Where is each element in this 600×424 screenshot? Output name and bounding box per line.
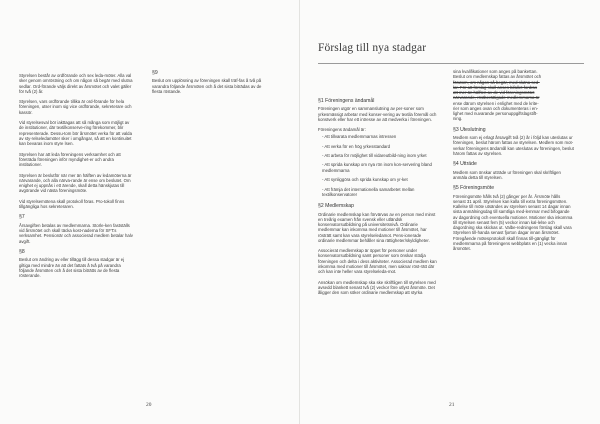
section-5-text: Föreningsmöte hålls två (2) gånger per år. Årsmöte hålls senast 31 april. Styrelsen kan kalla till extra föreningsmöten. Kallelse till möte utsändes av styrelsen senast 14 dagar innan sista anmälningsdag till samtliga med-lemmar med bifogande av dagordning och eventuella motioner. Motioner ska inkomma till styrelsen senast fem (5) veckor innan kal-lelse och dagordning ska skickas ut. Valbe-redningens förslag skall vara Styrelsen till-handa senast fjorton dagar innan årsmötet. Föregående mötesprotokoll skall finnas till-gängligt för medlemmarna på föreningens webbplats en (1) vecka innan årsmötet. <box>453 193 573 252</box>
list-item: - Att synliggöra och sprida kunskap om yr-ket <box>322 177 408 183</box>
paragraph: Styrelsen, vars ordförande tillika är ord-förande för hela föreningen, utser inom sig vice ordförande, sekreterare och kassör. <box>19 99 132 115</box>
paragraph: Styrelsen består av ordförande och sex leda-möter. Alla val sker genom omröstning och om någon så begär med slutna sedlar. Ord-förande väljs direkt av årsmötet och valet gäller för två (2) år. <box>19 73 133 94</box>
struck-line: närvarande, röstberättigade medlemmarna är <box>453 95 540 101</box>
list-item: - Att främja det internationella samarbetet mellan textilkonservatorer <box>322 186 415 197</box>
section-9-text: Beslut om upplösning av föreningen skall träf-fas å två på varandra följande årsmöten och å det sista biträdas av de flesta röstande. <box>152 78 262 94</box>
section-heading-4: §4 Utträde <box>453 161 477 168</box>
paragraph: Vid styrelsesval bör iakttagas att så många som möjligt av de institutioner, där textilkonserve-ring förekommer, blir representerade. Dessu-tom bör årsmötet verka för att valda av sty-relseledamöter sker i omgångar, så att en kontinuitet kan bevaras inom styre lsen. <box>19 120 132 147</box>
section-4-text: Medlem som önskar utträde ur föreningen skal skriftligen anmäla detta till styrelsen. <box>453 169 561 180</box>
list-item: - Att tillvarata medlemmarnas intressen <box>322 134 397 140</box>
book-spine <box>299 0 300 424</box>
text-line: ense därom styrelsen i enlighet med de krite- <box>453 100 539 106</box>
paragraph: Styrelsen är beslutför när mer än hälften av ledamöterna är närvarande, och alla närva-rande är ense om beslutet. Om enighet ej uppnås i ett ärende, skall detta hänskjutas till avgörande vid nästa föreningsmöte. <box>19 172 132 194</box>
title-rule <box>318 63 584 64</box>
section-heading-7: §7 <box>19 214 25 221</box>
left-page-column-2 <box>152 70 270 99</box>
section-heading-3: §3 Uteslutning <box>453 126 486 133</box>
text-line: ning. <box>453 116 463 122</box>
text-line: lighet med nuvarande personuppgiftslagstift- <box>453 111 538 116</box>
section-heading-8: §8 <box>19 248 25 255</box>
struck-line: att mer än hälften av de vid föreningsmötet <box>453 90 535 95</box>
section-2-text: Ordinarie medlemskap kan förvärvas av en person med minst en treårig examen från svensk eller utländsk konservatorsutbildning på universitetsnivå. Ordinarie medlemmar kan inkomma med motioner till årsmötet, har rösträtt samt kan vara styrelseledamot. Pens-ionerade ordinarie medlemmar behåller sina rättigheter/skyldigheter. <box>318 211 436 243</box>
section-2-text: Ansökan om medlemskap ska ske skriftligen till styrelsen med avsedd blankett senast två (2) veckor före utlyst årsmöte. Det åligger den som söker ordinarie medlemskap att styrka <box>318 279 436 296</box>
text-line: Beslut om medlemskap fattas av årsmötet och <box>453 74 542 80</box>
text-line: sina kvalifikationer som anges på bankettan. <box>453 69 538 74</box>
section-heading-1: §1 Föreningens ändamål <box>318 98 375 104</box>
section-heading-5: §5 Föreningsmöte <box>453 185 495 192</box>
page-number-right: 21 <box>449 402 455 408</box>
list-item: - Att sprida kunskap om nya rön inom kon-servering bland medlemmarna <box>322 162 432 173</box>
list-item: - Att arbeta för möjlighet till vidareutbild-ning inom yrket <box>322 153 427 159</box>
left-page-column-1 <box>19 73 135 284</box>
struck-line: lar. För att förslag skall anses bifallet fordras <box>453 84 538 90</box>
section-3-text: Medlem som ej erlagt årsavgift två (2) år i följd kan uteslutas ur föreningen, beslut härom fattas av styrelsen. Medlem som mot-verkar föreningens ändamål kan uteslutas av föreningen, beslut härom fattas av styrelsen. <box>453 135 574 156</box>
section-1-text: Föreningen utgör en sammanslutning av per-soner som yrkesmässigt arbetar med konser-vering av textila föremål och konstverk eller har ett intresse av att medverka i föreningen. <box>318 106 437 122</box>
page-number-left: 20 <box>146 402 152 408</box>
section-heading-2: §2 Medlemskap <box>318 203 354 210</box>
section-7-text: Årsavgiften betalas av medlemmarna. Storle-ken fastställs vid årsmötet och skall täcka kost-naderna för SFT:s verksamhet. Pensionär och associerad medlem betalar halv avgift. <box>19 222 133 244</box>
text-line: rier som anges ovan och dokumenteras i en- <box>453 105 539 111</box>
section-heading-9: §9 <box>152 70 158 76</box>
continued-paragraph <box>453 69 574 122</box>
paragraph: Vid styrelsemötena skall protokoll föras. Pro-tokoll finns tillgängliga hos sekreteraren. <box>19 198 125 209</box>
page-title: Förslag till nya stadgar <box>318 42 427 54</box>
section-8-text: Beslut om ändring av eller tillägg till dessa stadgar är ej giltiga med mindre än att det fattats å två på varandra följande årsmöten och å det sista biträtts av de flesta rösterande. <box>19 257 125 279</box>
list-item: - Att verka för en hög yrkesstandard <box>322 143 391 149</box>
section-2-text: Associerat medlemskap är öppet för personer under konservatorsutbildning samt personer som önskar stödja föreningen och delta i dess aktiviteter. Associerad medlem kan inkomma med motioner till årsmötet, men saknar röst-rätt där och kan inte heller vara styrelseleda-mot. <box>318 248 437 275</box>
struck-line: förutom, om någon så begär, med slutna sed- <box>453 79 540 85</box>
paragraph: Styrelsen har att leda föreningens verksamhet och att företräda föreningen inför myndighet-er och andra institutioner. <box>19 151 121 168</box>
right-page-column-1 <box>318 98 437 301</box>
right-page-column-2 <box>453 69 574 257</box>
purpose-list-intro: Föreningens ändamål är: <box>318 127 366 133</box>
